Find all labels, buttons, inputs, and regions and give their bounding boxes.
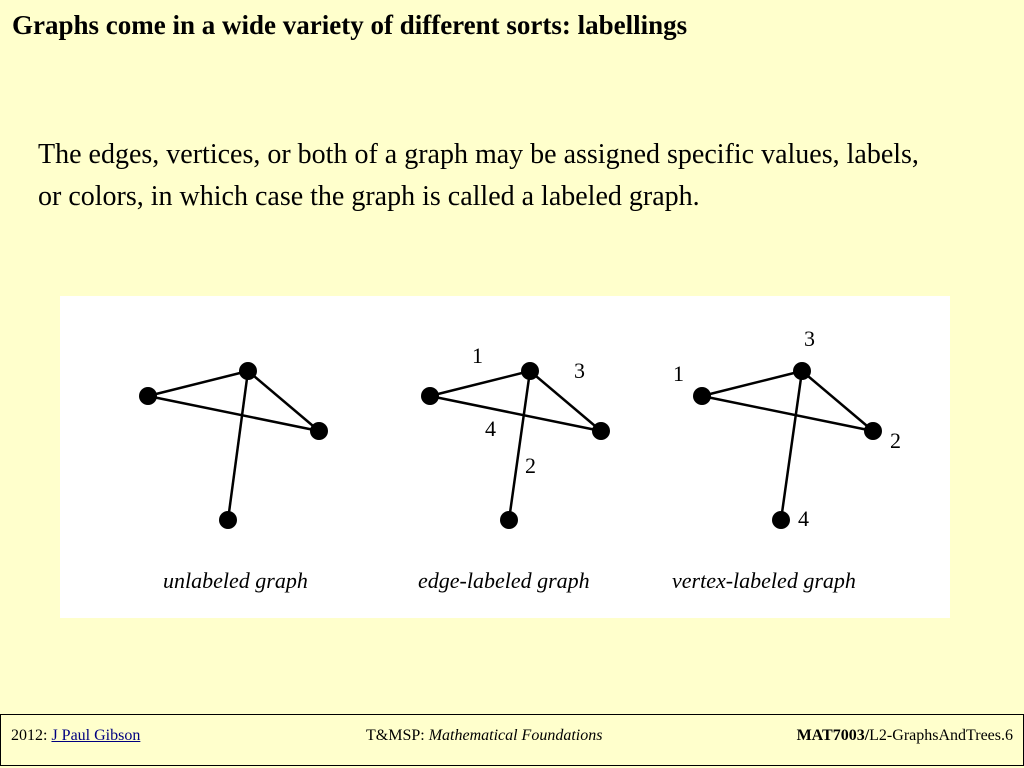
edge bbox=[509, 371, 530, 520]
vertex bbox=[592, 422, 610, 440]
edge bbox=[430, 371, 530, 396]
vertex-label: 4 bbox=[798, 506, 809, 531]
vertex bbox=[421, 387, 439, 405]
footer-slide-ref-block bbox=[797, 727, 1013, 745]
edge-label: 2 bbox=[525, 453, 536, 478]
graph-caption: vertex-labeled graph bbox=[672, 568, 856, 593]
edge bbox=[702, 371, 802, 396]
vertex bbox=[500, 511, 518, 529]
vertex bbox=[693, 387, 711, 405]
edge bbox=[148, 371, 248, 396]
slide-title: Graphs come in a wide variety of different sorts: labellings bbox=[12, 10, 688, 40]
graph-caption: edge-labeled graph bbox=[418, 568, 590, 593]
edge bbox=[248, 371, 319, 431]
author-link[interactable]: J Paul Gibson bbox=[51, 727, 141, 744]
vertex-label: 1 bbox=[673, 361, 684, 386]
body-paragraph: The edges, vertices, or both of a graph may be assigned specific values, labels, or colors, in which case the graph is called a labeled graph. bbox=[38, 139, 919, 212]
edge bbox=[802, 371, 873, 431]
edge bbox=[148, 396, 319, 431]
vertex bbox=[239, 362, 257, 380]
footer-course-prefix: T&MSP: bbox=[366, 727, 425, 744]
vertex bbox=[793, 362, 811, 380]
graph-labelling-figure bbox=[60, 296, 950, 618]
footer-course-code: MAT7003/ bbox=[796, 727, 870, 744]
vertex bbox=[864, 422, 882, 440]
graphs-svg bbox=[60, 296, 950, 618]
vertex-label: 3 bbox=[804, 326, 815, 351]
vertex bbox=[219, 511, 237, 529]
vertex bbox=[772, 511, 790, 529]
footer-course-name: Mathematical Foundations bbox=[428, 727, 603, 744]
graph-caption: unlabeled graph bbox=[163, 568, 308, 593]
edge bbox=[430, 396, 601, 431]
edge-label: 4 bbox=[485, 416, 496, 441]
edge-label: 1 bbox=[472, 343, 483, 368]
unlabeled-graph bbox=[139, 362, 328, 593]
vertex bbox=[521, 362, 539, 380]
vertex-label: 2 bbox=[890, 428, 901, 453]
edge-label: 3 bbox=[574, 358, 585, 383]
edge bbox=[228, 371, 248, 520]
footer-year: 2012: bbox=[11, 727, 48, 744]
edge bbox=[530, 371, 601, 431]
vertex bbox=[310, 422, 328, 440]
edge bbox=[781, 371, 802, 520]
edge-labeled-graph bbox=[418, 343, 610, 593]
footer-author-block bbox=[11, 727, 140, 745]
vertex-labeled-graph bbox=[672, 326, 901, 593]
slide-footer bbox=[0, 714, 1024, 766]
vertex bbox=[139, 387, 157, 405]
edge bbox=[702, 396, 873, 431]
footer-course-block bbox=[366, 727, 602, 745]
footer-slide-ref: L2-GraphsAndTrees.6 bbox=[869, 727, 1013, 744]
